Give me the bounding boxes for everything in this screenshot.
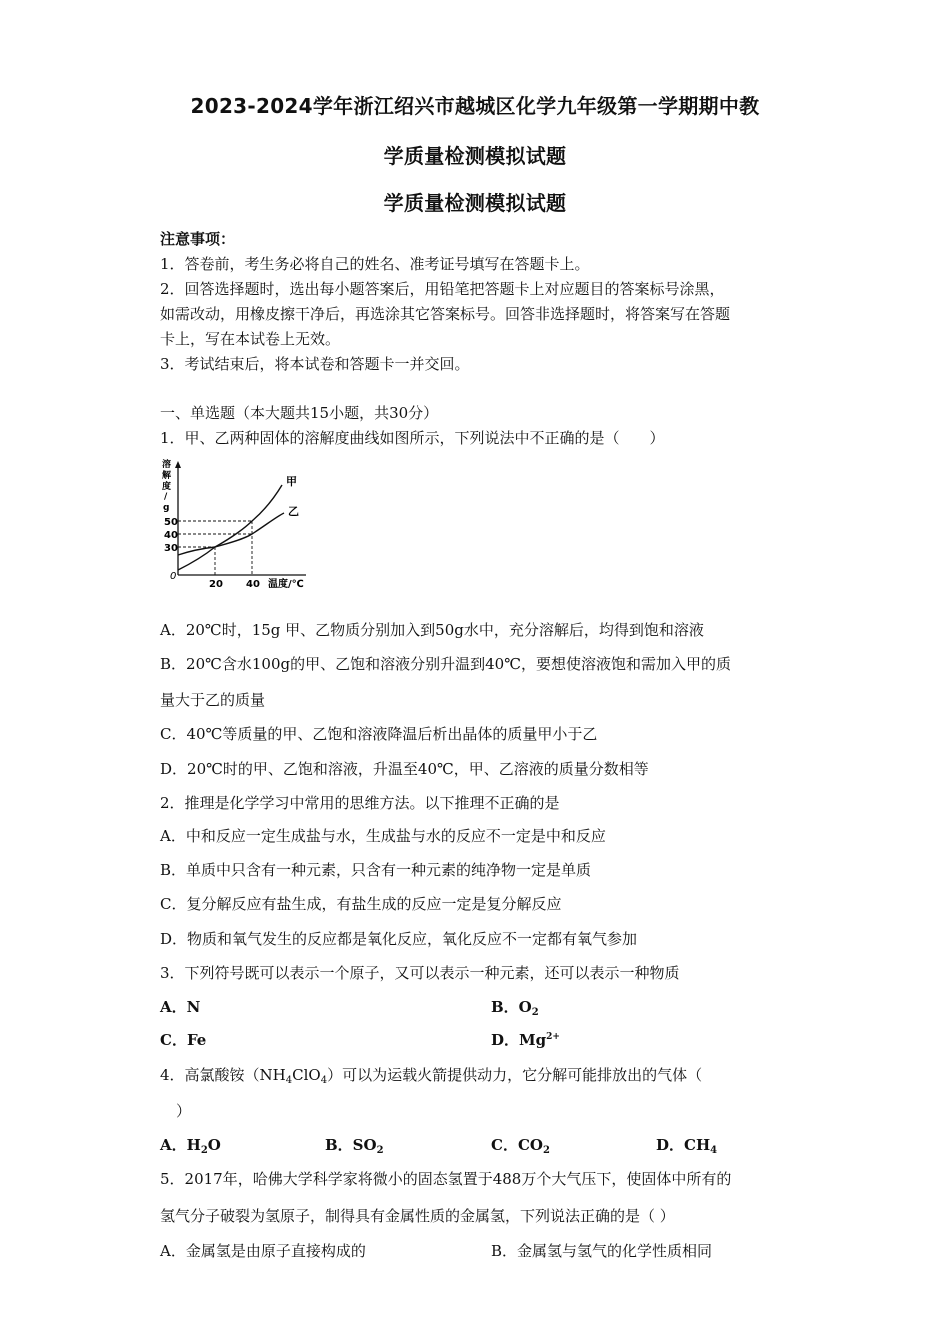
q2-option-d: D．物质和氧气发生的反应都是氧化反应，氧化反应不一定都有氧气参加 xyxy=(160,930,638,948)
q1-option-d: D．20℃时的甲、乙饱和溶液，升温至40℃，甲、乙溶液的质量分数相等 xyxy=(160,760,649,778)
question-2-stem: 2．推理是化学学习中常用的思维方法。以下推理不正确的是 xyxy=(160,794,560,812)
solubility-curve-graph xyxy=(158,455,323,595)
q4-option-a-text: A．H xyxy=(160,1136,201,1154)
q3-option-b xyxy=(491,996,539,1018)
q3-option-d-text: D．Mg xyxy=(491,1031,547,1049)
q4-option-a-suffix: O xyxy=(207,1136,221,1154)
curve-jia-label: 甲 xyxy=(286,475,297,488)
q1-option-c: C．40℃等质量的甲、乙饱和溶液降温后析出晶体的质量甲小于乙 xyxy=(160,725,598,743)
q3-option-b-text: B．O xyxy=(491,998,532,1016)
x-axis-label: 温度/℃ xyxy=(268,579,304,590)
question-3-stem: 3．下列符号既可以表示一个原子，又可以表示一种元素，还可以表示一种物质 xyxy=(160,964,680,982)
q3-option-c: C．Fe xyxy=(160,1031,207,1049)
q4-option-d xyxy=(656,1134,717,1156)
notice-item-2c: 卡上，写在本试卷上无效。 xyxy=(160,330,341,348)
q3-option-d-superscript: 2+ xyxy=(546,1032,560,1042)
q2-option-c: C．复分解反应有盐生成，有盐生成的反应一定是复分解反应 xyxy=(160,895,562,913)
q4-option-b-text: B．SO xyxy=(325,1136,377,1154)
question-4-stem xyxy=(160,1064,702,1086)
question-5-stem-line-1: 5．2017年，哈佛大学科学家将微小的固态氢置于488万个大气压下，使固体中所有的 xyxy=(160,1170,732,1188)
y-tick-50: 50 xyxy=(164,517,178,528)
section-heading: 一、单选题（本大题共15小题，共30分） xyxy=(160,404,439,422)
q4-stem-mid: ClO xyxy=(292,1066,321,1084)
q3-option-a: A．N xyxy=(160,998,201,1016)
origin-label: 0 xyxy=(170,571,177,582)
q4-option-d-subscript: 4 xyxy=(710,1145,718,1156)
y-tick-40: 40 xyxy=(164,530,178,541)
exam-title-line-2: 学质量检测模拟试题 xyxy=(383,144,567,168)
exam-title-line-1: 2023-2024学年浙江绍兴市越城区化学九年级第一学期期中教 xyxy=(190,94,760,118)
q4-option-c-subscript: 2 xyxy=(542,1145,550,1156)
notice-heading: 注意事项： xyxy=(160,230,236,248)
q4-stem-close: ） xyxy=(176,1102,192,1120)
q3-option-d xyxy=(491,1029,560,1050)
curve-yi-label: 乙 xyxy=(288,505,299,518)
q2-option-a: A．中和反应一定生成盐与水，生成盐与水的反应不一定是中和反应 xyxy=(160,827,606,845)
q1-option-b-line-2: 量大于乙的质量 xyxy=(160,691,266,709)
q4-stem-subscript-2: 4 xyxy=(320,1075,328,1086)
notice-item-2a: 2．回答选择题时，选出每小题答案后，用铅笔把答题卡上对应题目的答案标号涂黑， xyxy=(160,280,725,298)
q4-option-d-text: D．CH xyxy=(656,1136,711,1154)
y-label-char-1: 溶 xyxy=(162,460,172,470)
q5-option-b: B．金属氢与氢气的化学性质相同 xyxy=(491,1242,713,1260)
q1-option-a: A．20℃时，15g 甲、乙物质分别加入到50g水中，充分溶解后，均得到饱和溶液 xyxy=(160,621,704,639)
curve-jia xyxy=(178,485,282,570)
q3-option-b-subscript: 2 xyxy=(531,1007,539,1018)
q5-option-a: A．金属氢是由原子直接构成的 xyxy=(160,1242,366,1260)
exam-title-line-3: 学质量检测模拟试题 xyxy=(383,191,567,215)
q4-stem-suffix: ）可以为运载火箭提供动力，它分解可能排放出的气体（ xyxy=(327,1066,703,1084)
q4-option-b xyxy=(325,1134,384,1156)
q4-option-a-subscript: 2 xyxy=(200,1145,208,1156)
x-tick-20: 20 xyxy=(209,579,223,590)
y-label-char-3: 度 xyxy=(162,482,172,492)
question-1-stem: 1．甲、乙两种固体的溶解度曲线如图所示，下列说法中不正确的是（ ） xyxy=(160,429,665,447)
q4-option-b-subscript: 2 xyxy=(376,1145,384,1156)
notice-item-3: 3．考试结束后，将本试卷和答题卡一并交回。 xyxy=(160,355,470,373)
y-label-char-5: g xyxy=(163,503,170,513)
x-tick-40: 40 xyxy=(246,579,260,590)
y-axis-arrow xyxy=(175,461,181,468)
q4-stem-prefix: 4．高氯酸铵（NH xyxy=(160,1066,286,1084)
notice-item-2b: 如需改动，用橡皮擦干净后，再选涂其它答案标号。回答非选择题时，将答案写在答题 xyxy=(160,305,731,323)
q4-option-c-text: C．CO xyxy=(491,1136,543,1154)
y-label-char-2: 解 xyxy=(162,471,172,481)
q4-option-c xyxy=(491,1134,550,1156)
q4-stem-subscript-1: 4 xyxy=(285,1075,293,1086)
q1-option-b-line-1: B．20℃含水100g的甲、乙饱和溶液分别升温到40℃，要想使溶液饱和需加入甲的质 xyxy=(160,655,731,673)
q4-option-a xyxy=(160,1134,221,1156)
y-tick-30: 30 xyxy=(164,543,178,554)
notice-item-1: 1．答卷前，考生务必将自己的姓名、准考证号填写在答题卡上。 xyxy=(160,255,590,273)
question-5-stem-line-2: 氢气分子破裂为氢原子，制得具有金属性质的金属氢，下列说法正确的是（ ） xyxy=(160,1207,675,1225)
y-label-char-4: / xyxy=(164,492,168,502)
q2-option-b: B．单质中只含有一种元素，只含有一种元素的纯净物一定是单质 xyxy=(160,861,592,879)
